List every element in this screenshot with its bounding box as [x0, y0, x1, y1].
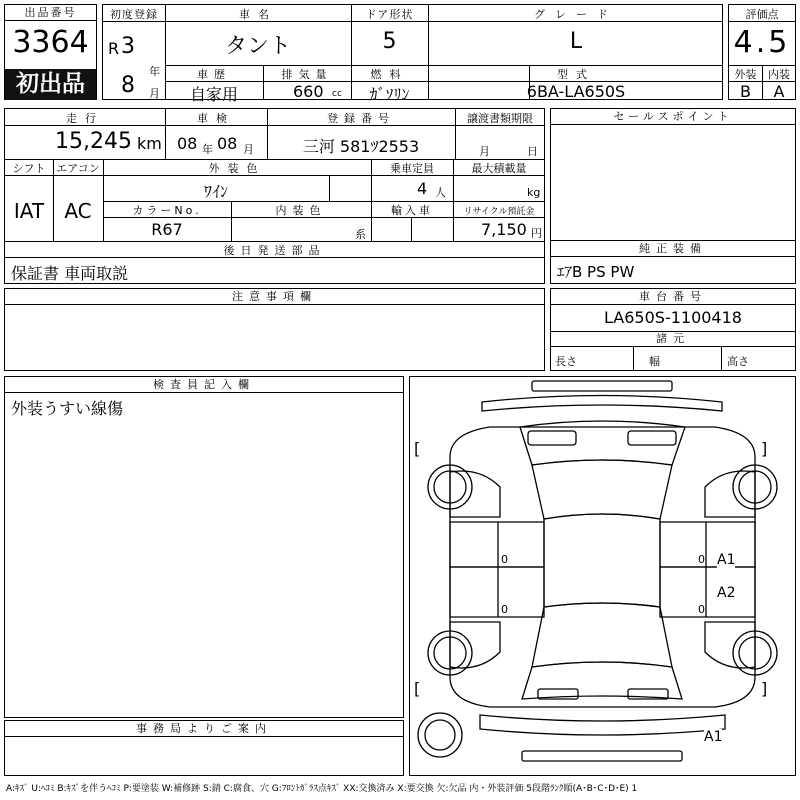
displacement-value: 660: [293, 82, 324, 101]
shift-value: IAT: [13, 199, 45, 223]
sales-point-box: [550, 108, 796, 241]
lot-box: [4, 4, 97, 100]
damage-mark-a2: A2: [717, 585, 736, 601]
chassis-label: 車台番号: [551, 289, 795, 305]
displacement-label: 排気量: [281, 68, 333, 81]
history-label: 車歴: [197, 68, 231, 81]
bracket-left-top: [: [414, 439, 421, 458]
inspection-month: 08: [217, 134, 238, 153]
car-diagram-box: [409, 376, 796, 776]
color-no-label: カラーNo.: [132, 204, 202, 217]
capacity-value: 4: [417, 179, 428, 198]
era-prefix: R: [108, 39, 120, 58]
max-load-unit: kg: [527, 186, 541, 199]
damage-mark-a1-front: A1: [717, 552, 736, 568]
fuel-label: 燃料: [370, 68, 409, 81]
damage-mark-a1-rear: A1: [704, 729, 723, 745]
inspector-label: 検査員記入欄: [5, 377, 403, 393]
office-label: 事務局よりご案内: [5, 721, 403, 737]
chassis-box: [550, 288, 796, 371]
car-name: タント: [224, 34, 291, 59]
zero-mark-1: 0: [501, 553, 508, 566]
transfer-month-unit: 月: [479, 145, 490, 158]
history-value: 自家用: [189, 85, 238, 104]
legend-text: A:ｷｽﾞ U:ﾍｺﾐ B:ｷｽﾞを伴うﾍｺﾐ P:要塗装 W:補修跡 S:錆 C:腐食、穴 G:ﾌﾛﾝﾄｶﾞﾗｽ点ｷｽﾞ XX:交換済み X:要交換 欠:欠品 内・外装評価 5段階ﾗﾝｸ順(A･B･C･D･E) 1: [6, 784, 638, 794]
inspector-value: 外装うすい線傷: [11, 399, 124, 418]
max-load-label: 最大積載量: [471, 162, 527, 175]
mileage-value: 15,245: [55, 129, 132, 154]
capacity-label: 乗車定員: [390, 162, 434, 175]
recycle-label: リサイクル預託金: [463, 207, 535, 217]
equipment-label: 純正装備: [551, 241, 795, 257]
exterior-value: B: [740, 82, 751, 101]
inspector-box: [4, 376, 404, 718]
interior-color-label: 内装色: [275, 204, 327, 217]
first-time-badge: 初出品: [5, 69, 96, 100]
score-box: [728, 4, 796, 100]
color-value: ﾜｲﾝ: [203, 182, 228, 201]
recycle-value: 7,150: [481, 220, 527, 239]
car-diagram: [410, 377, 795, 775]
inspection-month-unit: 月: [243, 143, 254, 156]
transfer-label: 譲渡書類期限: [467, 112, 533, 125]
interior-value: A: [773, 82, 785, 101]
fuel-value: ｶﾞｿﾘﾝ: [369, 85, 410, 104]
length-label: 長さ: [555, 355, 577, 368]
zero-mark-4: 0: [698, 603, 705, 616]
bracket-right-bottom: ]: [761, 679, 768, 698]
aircon-value: AC: [64, 199, 92, 223]
import-label: 輸入車: [391, 204, 433, 217]
registration-label: 登録番号: [327, 112, 395, 125]
door-label: ドア形状: [365, 8, 414, 21]
reg-label: 初度登録: [110, 8, 158, 21]
bracket-left-bottom: [: [414, 679, 421, 698]
era-year: 3: [121, 34, 135, 59]
door-value: 5: [382, 29, 397, 54]
mileage-label: 走行: [66, 112, 104, 125]
month-unit: 月: [149, 87, 160, 100]
details-box: [4, 108, 545, 284]
color-no-value: R67: [151, 220, 183, 239]
inspection-year-unit: 年: [202, 143, 213, 156]
equipment-box: [550, 240, 796, 284]
vehicle-header-box: [102, 4, 723, 104]
interior-color-unit: 系: [355, 228, 366, 241]
score-label: 評価点: [745, 8, 779, 21]
transfer-day-unit: 日: [527, 145, 538, 158]
inspection-year: 08: [177, 134, 198, 153]
sales-point-label: セールスポイント: [551, 109, 795, 125]
height-label: 高さ: [727, 355, 749, 368]
notes-label: 注意事項欄: [5, 289, 544, 305]
color-label: 外装色: [208, 162, 266, 175]
lot-label: 出品番号: [5, 5, 96, 21]
grade-value: L: [569, 29, 583, 54]
score-value: 4.5: [733, 25, 791, 60]
displacement-unit: cc: [332, 89, 342, 99]
bracket-right-top: ]: [761, 439, 768, 458]
later-parts-value: 保証書 車両取説: [11, 264, 129, 283]
year-unit: 年: [149, 65, 160, 78]
car-name-label: 車名: [239, 8, 277, 21]
inspection-label: 車検: [197, 112, 235, 125]
dims-label: 諸元: [551, 331, 795, 347]
office-box: [4, 720, 404, 776]
capacity-unit: 人: [435, 186, 446, 199]
registration-value: 三河 581ﾂ2553: [302, 137, 420, 156]
mileage-unit: km: [137, 134, 162, 153]
chassis-value: LA650S-1100418: [604, 308, 742, 327]
zero-mark-3: 0: [501, 603, 508, 616]
interior-label: 内装: [768, 68, 790, 81]
lot-number: 3364: [12, 25, 89, 60]
notes-box: [4, 288, 545, 371]
reg-month: 8: [121, 73, 135, 98]
zero-mark-2: 0: [698, 553, 705, 566]
later-parts-label: 後日発送部品: [223, 244, 326, 257]
model-label: 型式: [557, 68, 595, 81]
width-label: 幅: [649, 355, 660, 368]
equipment-value: ｴｱB PS PW: [557, 263, 635, 281]
recycle-unit: 円: [531, 227, 542, 240]
exterior-label: 外装: [734, 68, 757, 81]
aircon-label: エアコン: [56, 162, 100, 175]
grade-label: グレード: [534, 8, 618, 21]
model-value: 6BA-LA650S: [526, 82, 626, 101]
shift-label: シフト: [12, 162, 46, 175]
